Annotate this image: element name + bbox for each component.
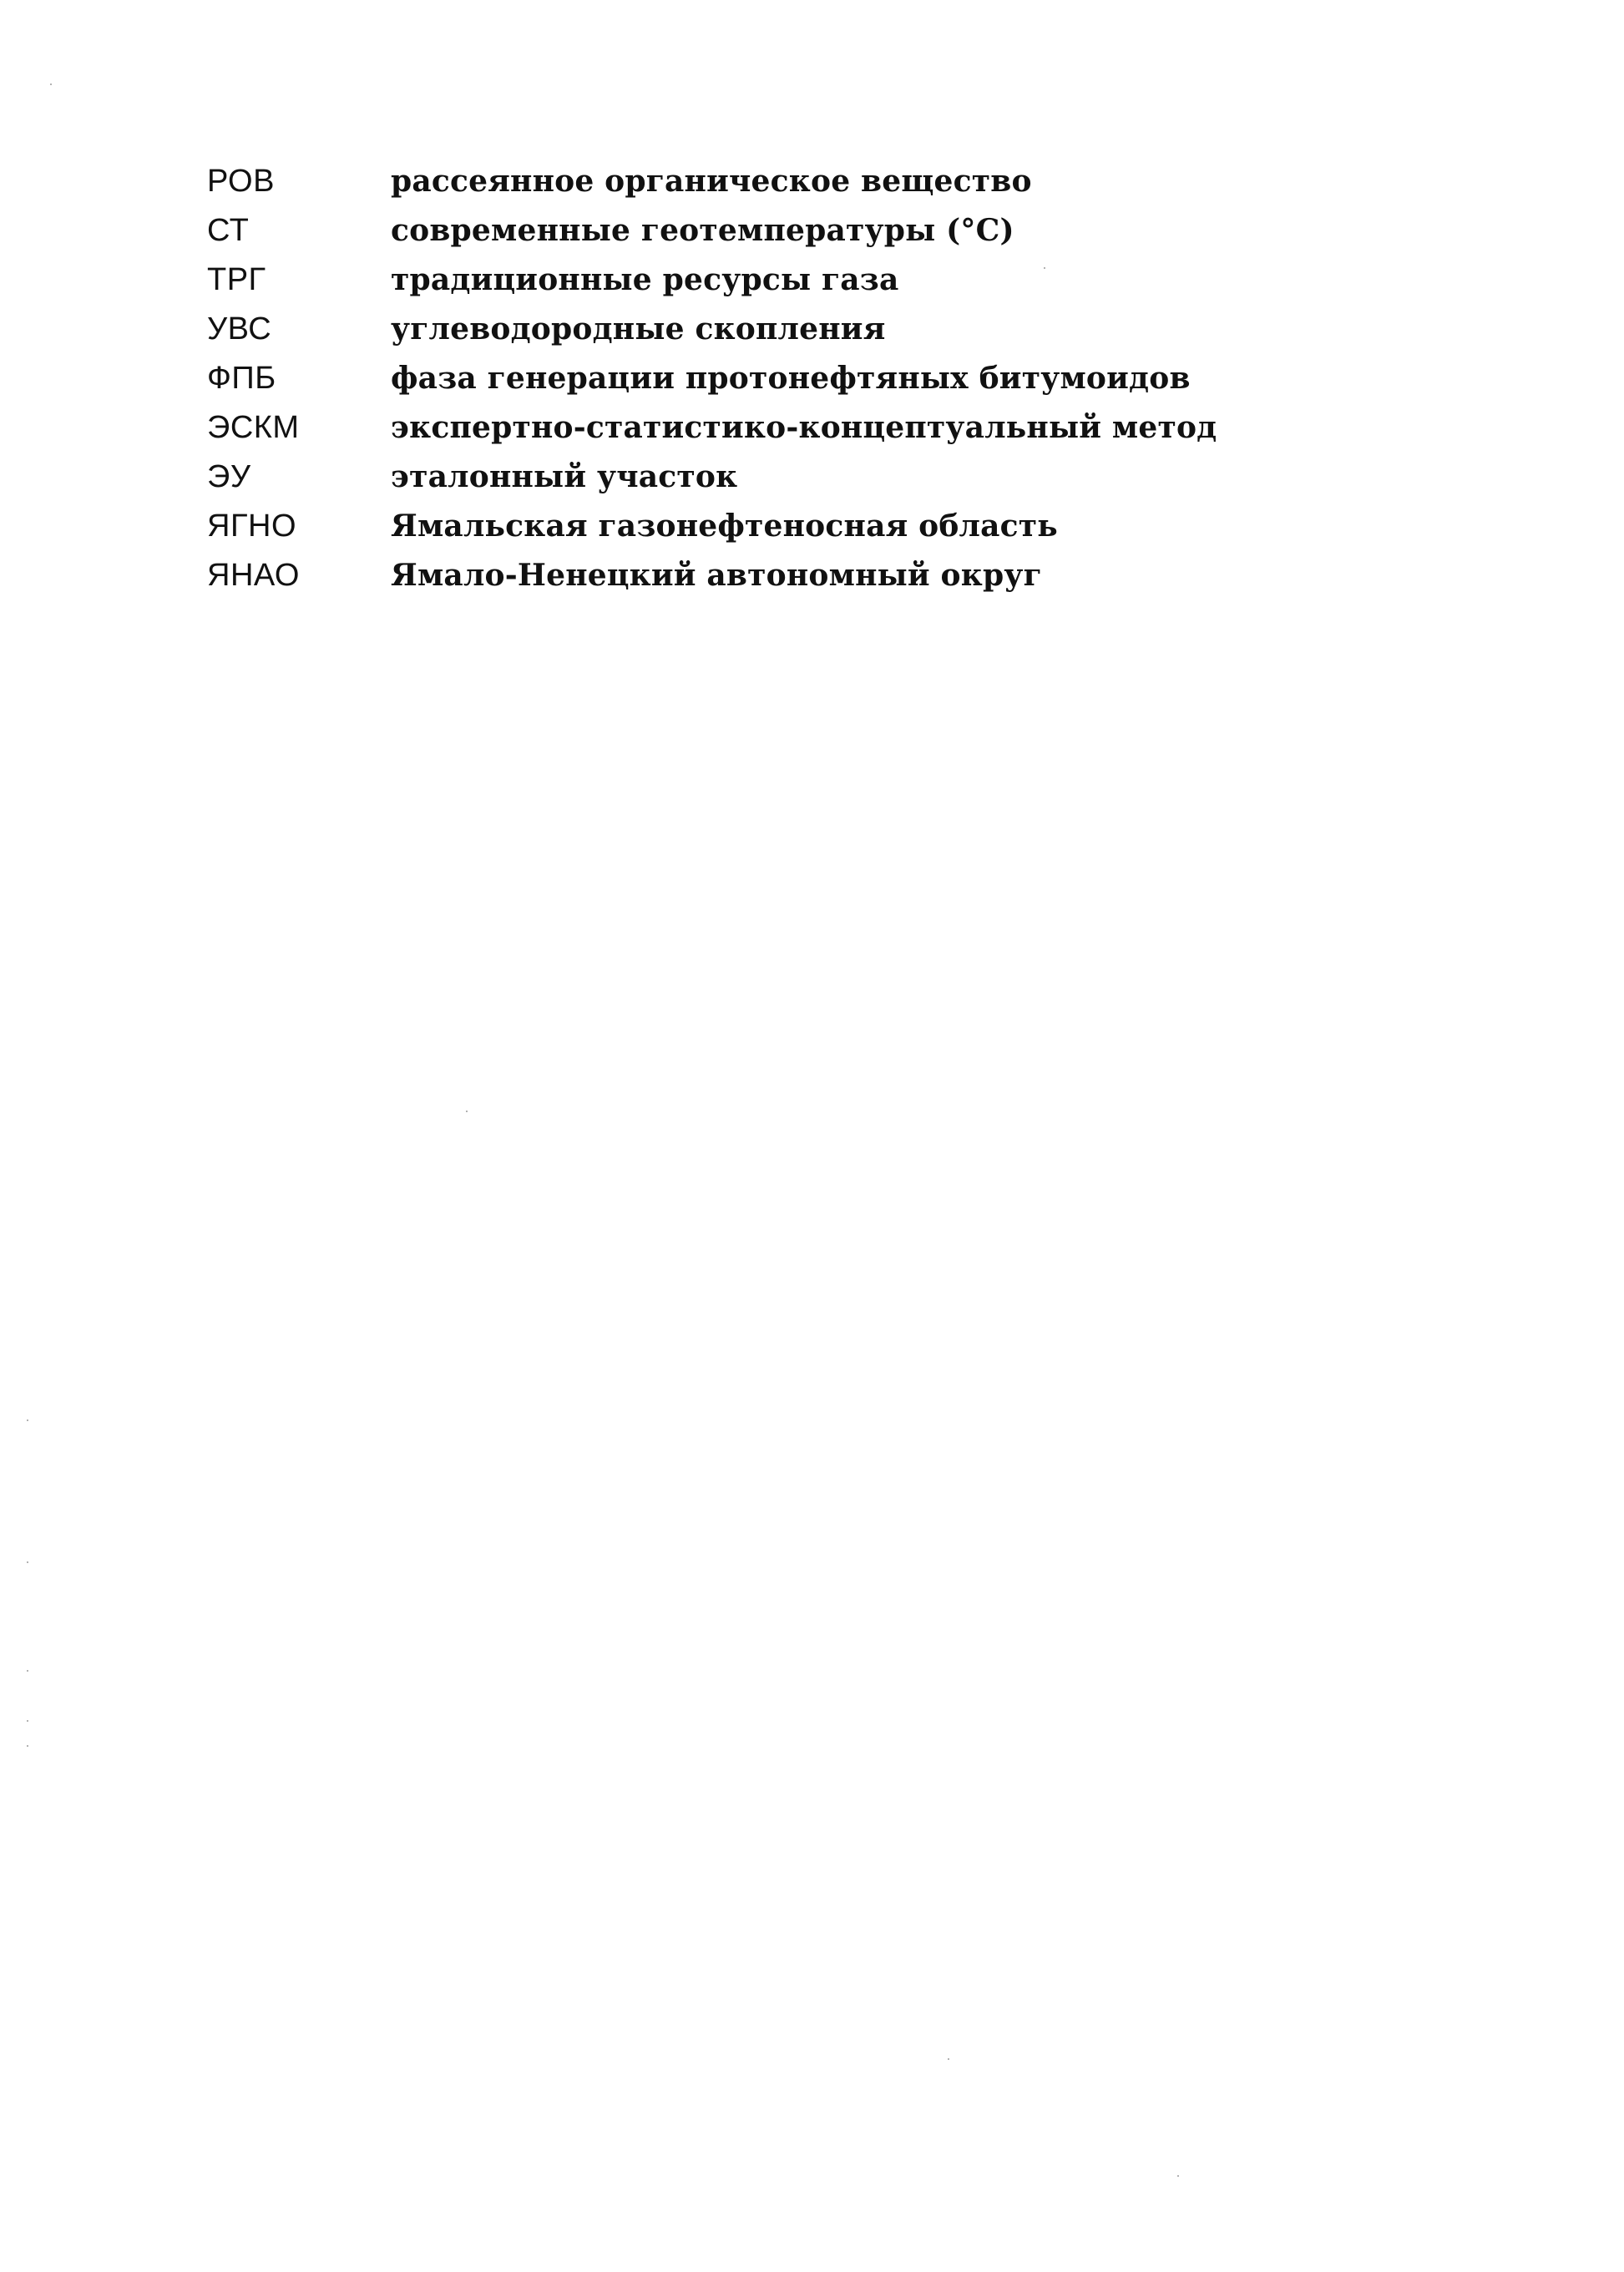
abbreviation-term: ТРГ — [207, 262, 266, 297]
scan-speck — [27, 1561, 28, 1563]
abbreviation-definition: современные геотемпературы (°C) — [391, 213, 1014, 248]
scan-speck — [27, 1419, 28, 1421]
abbreviation-row — [207, 558, 1251, 607]
abbreviation-term: ЯНАО — [207, 558, 300, 593]
abbreviation-definition: Ямало-Ненецкий автономный округ — [391, 558, 1042, 593]
scan-speck — [1044, 267, 1045, 269]
abbreviation-row — [207, 213, 1251, 262]
abbreviation-list — [207, 164, 1251, 607]
scan-speck — [27, 1745, 28, 1747]
scan-speck — [27, 1720, 28, 1722]
abbreviation-term: ЯГНО — [207, 509, 297, 544]
abbreviation-term: РОВ — [207, 164, 275, 199]
abbreviation-definition: фаза генерации протонефтяных битумоидов — [391, 361, 1191, 396]
abbreviation-row — [207, 361, 1251, 410]
abbreviation-term: СТ — [207, 213, 250, 248]
abbreviation-row — [207, 311, 1251, 361]
abbreviation-row — [207, 262, 1251, 311]
scan-speck — [27, 1670, 28, 1672]
abbreviation-definition: рассеянное органическое вещество — [391, 164, 1032, 199]
abbreviation-definition: Ямальская газонефтеносная область — [391, 509, 1058, 544]
abbreviation-term: УВС — [207, 311, 272, 347]
abbreviation-row — [207, 459, 1251, 509]
abbreviation-definition: экспертно-статистико-концептуальный метод — [391, 410, 1217, 445]
scan-speck — [948, 2058, 949, 2060]
abbreviation-row — [207, 164, 1251, 213]
scan-speck — [1177, 2175, 1179, 2177]
scan-speck — [466, 1111, 468, 1112]
abbreviation-term: ЭУ — [207, 459, 251, 494]
abbreviation-row — [207, 410, 1251, 459]
abbreviation-term: ЭСКМ — [207, 410, 300, 445]
abbreviation-term: ФПБ — [207, 361, 276, 396]
abbreviation-definition: традиционные ресурсы газа — [391, 262, 899, 297]
scan-speck — [50, 83, 52, 85]
abbreviation-definition: углеводородные скопления — [391, 311, 886, 347]
abbreviation-row — [207, 509, 1251, 558]
abbreviation-definition: эталонный участок — [391, 459, 738, 494]
